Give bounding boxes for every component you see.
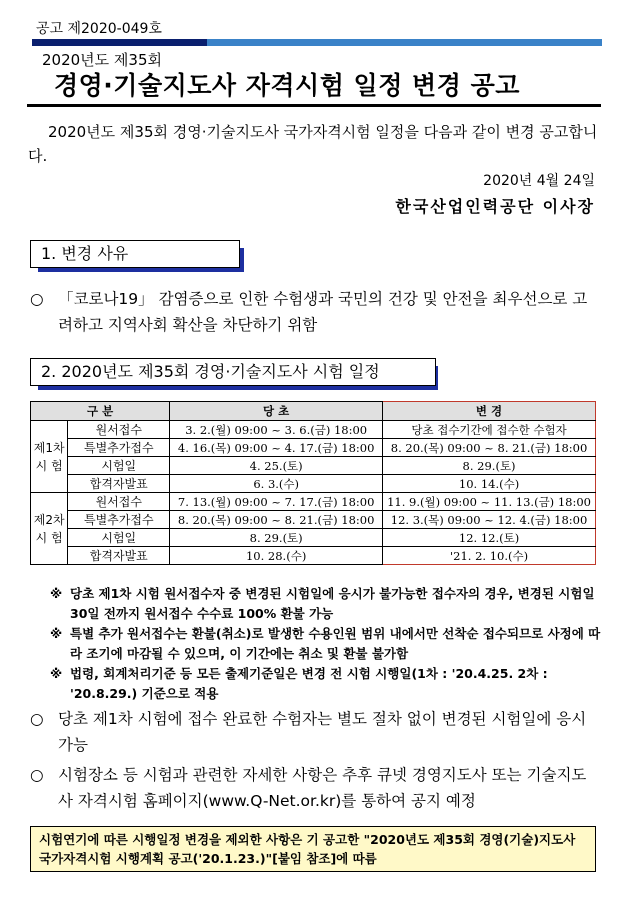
note-mark: ※ — [50, 626, 63, 641]
table-row — [31, 547, 596, 565]
round1-label-line1: 제1차 — [33, 440, 65, 455]
table-cell-changed: 8. 20.(목) 09:00 ~ 8. 21.(금) 18:00 — [383, 439, 596, 457]
bullet-mark: ○ — [30, 710, 44, 728]
note-item — [50, 664, 610, 704]
round2-label — [31, 493, 68, 565]
table-cell-changed: 11. 9.(월) 09:00 ~ 11. 13.(금) 18:00 — [383, 493, 596, 511]
header-bar — [32, 39, 602, 46]
table-header-row — [31, 402, 596, 421]
table-row — [31, 475, 596, 493]
table-row — [31, 511, 596, 529]
table-cell-original: 10. 28.(수) — [170, 547, 383, 565]
header-changed: 변 경 — [383, 402, 596, 421]
header-category: 구 분 — [31, 402, 170, 421]
table-row — [31, 529, 596, 547]
table-cell-item: 시험일 — [68, 457, 170, 475]
table-row — [31, 439, 596, 457]
signer: 한국산업인력공단 이사장 — [395, 197, 595, 216]
table-cell-changed: 당초 접수기간에 접수한 수험자 — [383, 421, 596, 439]
table-cell-original: 6. 3.(수) — [170, 475, 383, 493]
header-bar-light — [207, 39, 602, 46]
info-bullet — [30, 762, 600, 814]
note-text: 특별 추가 원서접수는 환불(취소)로 발생한 수용인원 범위 내에서만 선착순 접수되므로 사정에 따라 조기에 마감될 수 있으며, 이 기간에는 취소 및 환불 불가함 — [70, 626, 601, 661]
table-row — [31, 457, 596, 475]
table-cell-item: 합격자발표 — [68, 547, 170, 565]
note-text: 당초 제1차 시험 원서접수자 중 변경된 시험일에 응시가 불가능한 접수자의 경우, 변경된 시험일 30일 전까지 원서접수 수수료 100% 환불 가능 — [70, 586, 595, 621]
bullet-mark: ○ — [30, 290, 44, 308]
document-title: 경영·기술지도사 자격시험 일정 변경 공고 — [54, 71, 520, 100]
round1-label — [31, 421, 68, 493]
header-bar-dark — [32, 39, 207, 46]
table-cell-item: 원서접수 — [68, 421, 170, 439]
section1-heading: 1. 변경 사유 — [30, 240, 240, 268]
bullet-text: 당초 제1차 시험에 접수 완료한 수험자는 별도 절차 없이 변경된 시험일에 응시 가능 — [58, 710, 587, 754]
document-subtitle: 2020년도 제35회 — [42, 51, 162, 69]
round2-label-line2: 시 험 — [35, 530, 63, 545]
footer-notice: 시험연기에 따른 시행일정 변경을 제외한 사항은 기 공고한 "2020년도 제35회 경영(기술)지도사 국가자격시험 시행계획 공고('20.1.23.)"[붙임 참조]에 따름 — [30, 826, 596, 872]
section2-heading: 2. 2020년도 제35회 경영·기술지도사 시험 일정 — [30, 358, 436, 386]
schedule-table — [30, 401, 596, 565]
notice-date: 2020년 4월 24일 — [483, 173, 595, 189]
note-mark: ※ — [50, 586, 63, 601]
intro-paragraph: 2020년도 제35회 경영·기술지도사 국가자격시험 일정을 다음과 같이 변경 공고합니다. — [28, 123, 598, 165]
bullet-text: 「코로나19」 감염증으로 인한 수험생과 국민의 건강 및 안전을 최우선으로 고려하고 지역사회 확산을 차단하기 위함 — [58, 290, 588, 334]
table-cell-original: 3. 2.(월) 09:00 ~ 3. 6.(금) 18:00 — [170, 421, 383, 439]
table-cell-changed: 10. 14.(수) — [383, 475, 596, 493]
table-row — [31, 493, 596, 511]
title-underline — [27, 104, 601, 107]
note-item — [50, 624, 610, 664]
table-cell-item: 합격자발표 — [68, 475, 170, 493]
table-cell-changed: '21. 2. 10.(수) — [383, 547, 596, 565]
info-bullet — [30, 706, 600, 758]
round2-label-line1: 제2차 — [33, 512, 65, 527]
table-cell-item: 특별추가접수 — [68, 439, 170, 457]
table-row — [31, 421, 596, 439]
table-cell-item: 특별추가접수 — [68, 511, 170, 529]
round1-label-line2: 시 험 — [35, 458, 63, 473]
bullet-mark: ○ — [30, 766, 44, 784]
table-cell-original: 8. 29.(토) — [170, 529, 383, 547]
table-cell-original: 4. 25.(토) — [170, 457, 383, 475]
table-cell-original: 7. 13.(월) 09:00 ~ 7. 17.(금) 18:00 — [170, 493, 383, 511]
bullet-text: 시험장소 등 시험과 관련한 자세한 사항은 추후 큐넷 경영지도사 또는 기술지도사 자격시험 홈페이지(www.Q-Net.or.kr)를 통하여 공지 예정 — [58, 766, 587, 810]
header-original: 당 초 — [170, 402, 383, 421]
notice-number: 공고 제2020-049호 — [36, 21, 162, 37]
table-cell-item: 원서접수 — [68, 493, 170, 511]
table-cell-original: 4. 16.(목) 09:00 ~ 4. 17.(금) 18:00 — [170, 439, 383, 457]
reason-bullet — [30, 286, 600, 338]
note-item — [50, 584, 610, 624]
table-cell-changed: 12. 3.(목) 09:00 ~ 12. 4.(금) 18:00 — [383, 511, 596, 529]
note-mark: ※ — [50, 666, 63, 681]
table-cell-changed: 8. 29.(토) — [383, 457, 596, 475]
table-cell-changed: 12. 12.(토) — [383, 529, 596, 547]
table-cell-item: 시험일 — [68, 529, 170, 547]
table-cell-original: 8. 20.(목) 09:00 ~ 8. 21.(금) 18:00 — [170, 511, 383, 529]
note-text: 법령, 회계처리기준 등 모든 출제기준일은 변경 전 시험 시행일(1차 : '20.4.25. 2차 : '20.8.29.) 기준으로 적용 — [70, 666, 548, 701]
